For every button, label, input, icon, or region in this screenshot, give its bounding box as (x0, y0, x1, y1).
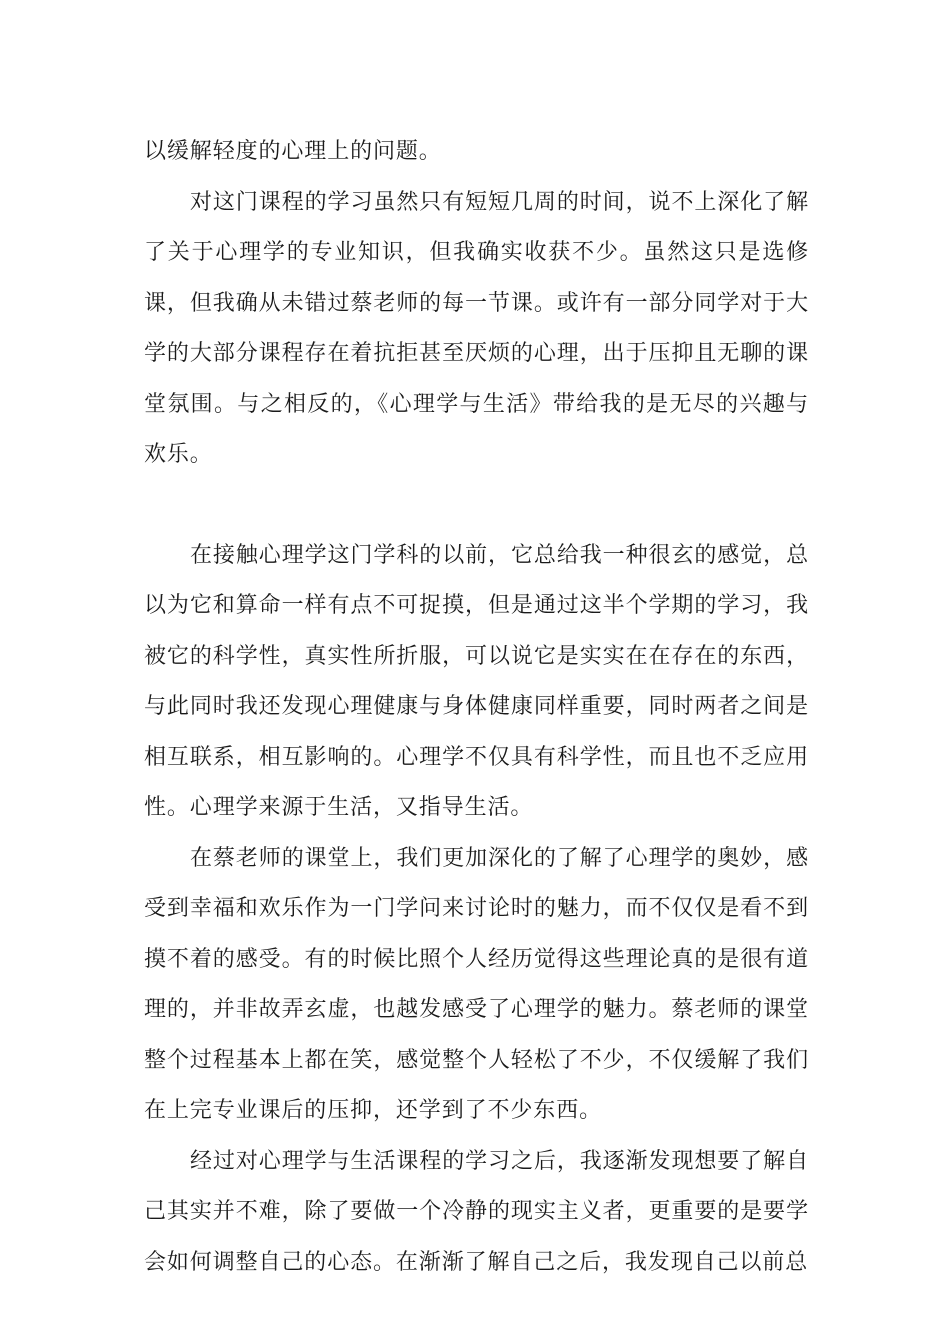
paragraph-classroom: 在蔡老师的课堂上，我们更加深化的了解了心理学的奥妙，感受到幸福和欢乐作为一门学问来讨论时的魅力，而不仅仅是看不到摸不着的感受。有的时候比照个人经历觉得这些理论真的是很有道理的，并非故弄玄虚，也越发感受了心理学的魅力。蔡老师的课堂整个过程基本上都在笑，感觉整个人轻松了不少，不仅缓解了我们在上完专业课后的压抑，还学到了不少东西。 (144, 845, 809, 1123)
paragraph-course-study: 对这门课程的学习虽然只有短短几周的时间，说不上深化了解了关于心理学的专业知识，但我确实收获不少。虽然这只是选修课，但我确从未错过蔡老师的每一节课。或许有一部分同学对于大学的大部分课程存在着抗拒甚至厌烦的心理，出于压抑且无聊的课堂氛围。与之相反的，《心理学与生活》带给我的是无尽的兴趣与欢乐。 (144, 189, 809, 467)
paragraph-gap (144, 481, 809, 531)
document-body (144, 127, 809, 1288)
paragraph-self-understanding: 经过对心理学与生活课程的学习之后，我逐渐发现想要了解自己其实并不难，除了要做一个冷静的现实主义者，更重要的是要学会如何调整自己的心态。在渐渐了解自己之后，我发现自己以前总 (144, 1148, 809, 1275)
paragraph-continued: 以缓解轻度的心理上的问题。 (144, 139, 442, 164)
paragraph-first-impression: 在接触心理学这门学科的以前，它总给我一种很玄的感觉，总以为它和算命一样有点不可捉摸，但是通过这半个学期的学习，我被它的科学性，真实性所折服，可以说它是实实在在存在的东西，与此同时我还发现心理健康与身体健康同样重要，同时两者之间是相互联系，相互影响的。心理学不仅具有科学性，而且也不乏应用性。心理学来源于生活，又指导生活。 (144, 542, 809, 820)
